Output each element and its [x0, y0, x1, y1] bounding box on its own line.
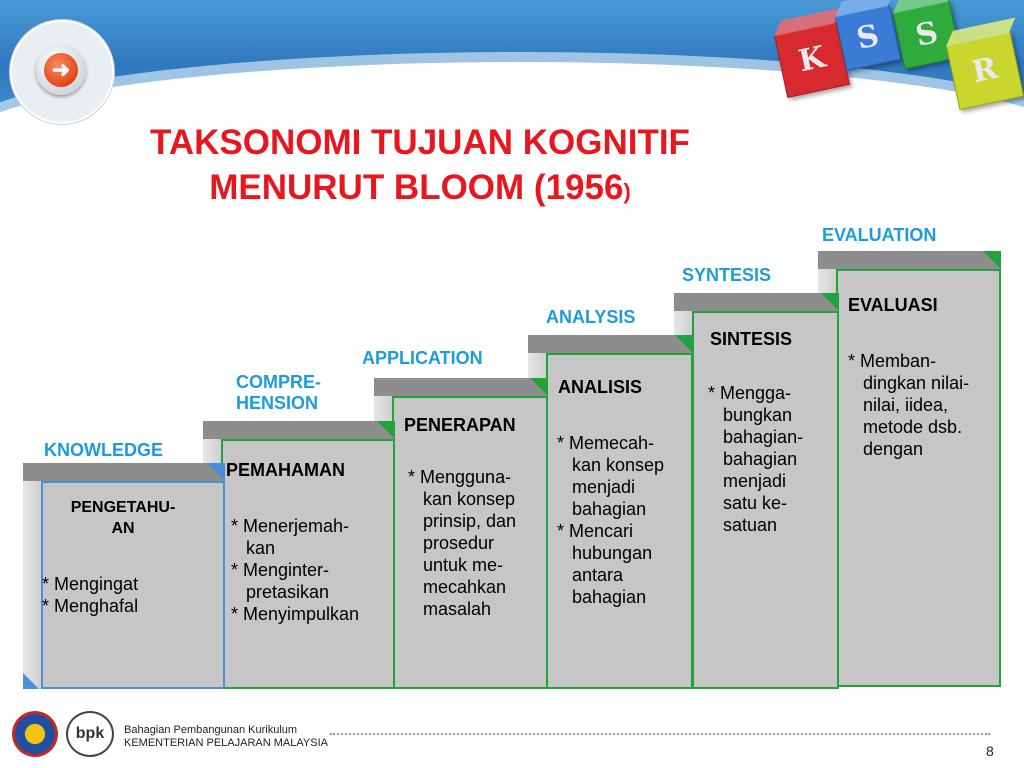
- title-line-2-end: ): [623, 179, 631, 204]
- step-evaluation: [818, 251, 1001, 687]
- page-number: 8: [986, 743, 994, 759]
- next-slide-button[interactable]: [36, 45, 86, 95]
- footer-line-1: Bahagian Pembangunan Kurikulum: [124, 724, 298, 736]
- arrow-right-icon: ➜: [44, 53, 78, 87]
- level-label-comprehension: COMPRE- HENSION: [236, 372, 321, 413]
- banner-cube-s1: S: [835, 5, 901, 71]
- banner-cube-r: R: [946, 32, 1024, 110]
- title-line-1: TAKSONOMI TUJUAN KOGNITIF: [150, 123, 690, 162]
- level-label-evaluation: EVALUATION: [822, 225, 937, 245]
- step-body-analisis: * Memecah- kan konsep menjadi bahagian * Mencari hubungan antara bahagian: [557, 433, 665, 607]
- step-heading-evaluasi: EVALUASI: [848, 295, 938, 315]
- title-line-2: MENURUT BLOOM (1956): [209, 168, 631, 207]
- banner-cube-k: K: [774, 22, 850, 98]
- step-body-pemahaman: * Menerjemah- kan * Menginter- pretasikan * Menyimpulkan: [231, 516, 360, 624]
- step-heading-sintesis: SINTESIS: [710, 329, 793, 349]
- bpk-logo: bpk: [66, 711, 114, 757]
- step-heading-pengetahuan: PENGETAHU- AN: [70, 499, 176, 537]
- level-label-syntesis: SYNTESIS: [682, 265, 772, 285]
- step-body-penerapan: * Mengguna- kan konsep prinsip, dan prosedur untuk me- mecahkan masalah: [408, 467, 517, 619]
- step-body-pengetahuan: * Mengingat * Menghafal: [42, 574, 139, 616]
- footer-org: [124, 724, 328, 750]
- footer-divider: [330, 733, 990, 735]
- step-heading-penerapan: PENERAPAN: [404, 415, 516, 435]
- footer-line-2: KEMENTERIAN PELAJARAN MALAYSIA: [124, 737, 328, 749]
- slide-title: [90, 120, 750, 214]
- level-label-application: APPLICATION: [362, 348, 483, 368]
- level-label-analysis: ANALYSIS: [546, 307, 636, 327]
- step-body-evaluasi: * Memban- dingkan nilai- nilai, iidea, metode dsb. dengan: [848, 351, 970, 459]
- ministry-crest-logo: [12, 711, 58, 757]
- step-heading-pemahaman: PEMAHAMAN: [226, 460, 345, 480]
- step-heading-analisis: ANALISIS: [558, 377, 643, 397]
- banner-cube-s2: S: [893, 1, 962, 70]
- step-body-sintesis: * Mengga- bungkan bahagian- bahagian menjadi satu ke- satuan: [708, 383, 804, 535]
- level-label-knowledge: KNOWLEDGE: [44, 440, 163, 460]
